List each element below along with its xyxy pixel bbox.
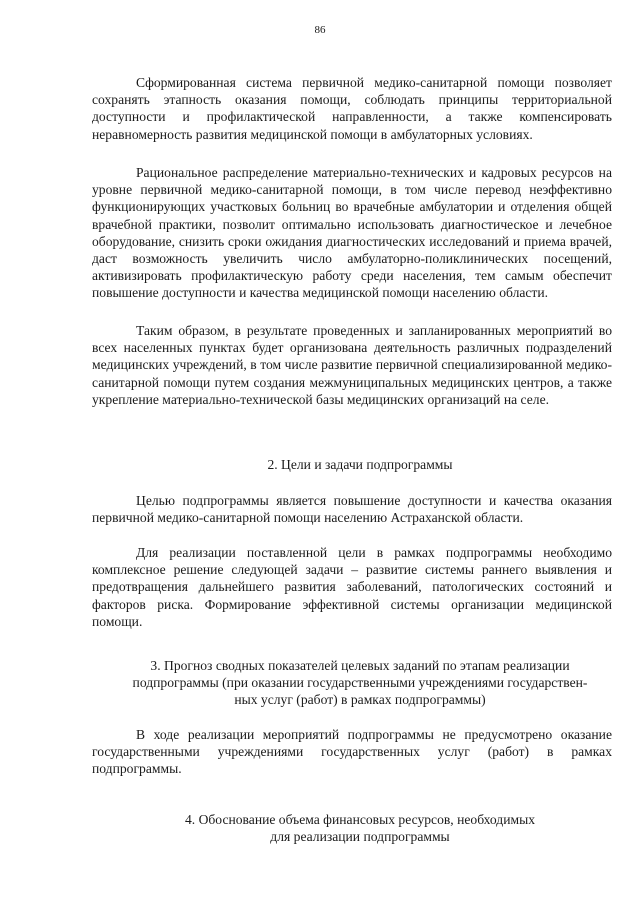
section-4-heading-line-1: 4. Обоснование объема финансовых ресурсов, необходимых — [184, 812, 536, 827]
section-3-heading-line-3: ных услуг (работ) в рамках подпрограммы) — [234, 692, 486, 708]
section-2-goal-paragraph: Целью подпрограммы является повышение доступности и качества оказания первичной медико-санитарной помощи населению Астраханской области. — [92, 493, 612, 526]
paragraph-resource-distribution: Рациональное распределение материально-технических и кадровых ресурсов на уровне первичной медико-санитарной помощи, в том числе перевод неэффективно функционирующих участковых больниц во врачебные амбулатории и отделения общей врачебной практики, позволит оптимально использовать диагностическое и лечебное оборудование, снизить сроки ожидания диагностических исследований и приема врачей, даст возможность увеличить число амбулаторно-поликлинических посещений, активизировать профилактическую работу среди населения, тем самым обеспечит повышение доступности и качества медицинской помощи населению области. — [92, 165, 612, 301]
section-2-heading: 2. Цели и задачи подпрограммы — [267, 457, 453, 472]
section-3-heading-line-1: 3. Прогноз сводных показателей целевых заданий по этапам реализации — [150, 658, 570, 673]
section-3-heading — [80, 657, 640, 709]
page-number: 86 — [314, 24, 326, 36]
section-3-paragraph: В ходе реализации мероприятий подпрограммы не предусмотрено оказание государственными учреждениями государственных услуг (работ) в рамках подпрограммы. — [92, 727, 612, 777]
paragraph-conclusion: Таким образом, в результате проведенных и запланированных мероприятий во всех населенных пунктах будет организована деятельность различных подразделений медицинских учреждений, в том числе развитие первичной специализированной медико-санитарной помощи путем создания межмуниципальных медицинских центров, а также укрепление материально-технической базы медицинских организаций на селе. — [92, 323, 612, 407]
section-4-heading-line-2: для реализации подпрограммы — [270, 829, 450, 845]
section-3-heading-line-2: подпрограммы (при оказании государственными учреждениями государствен- — [132, 675, 588, 691]
paragraph-primary-care-system: Сформированная система первичной медико-санитарной помощи позволяет сохранять этапность оказания помощи, соблюдать принципы территориальной доступности и профилактической направленности, а также компенсировать неравномерность развития медицинской помощи в амбулаторных условиях. — [92, 75, 612, 142]
section-2-tasks-paragraph: Для реализации поставленной цели в рамках подпрограммы необходимо комплексное решение следующей задачи – развитие системы раннего выявления и предотвращения дальнейшего развития заболеваний, патологических состояний и факторов риска. Формирование эффективной системы организации медицинской помощи. — [92, 545, 612, 629]
section-4-heading — [80, 811, 640, 845]
